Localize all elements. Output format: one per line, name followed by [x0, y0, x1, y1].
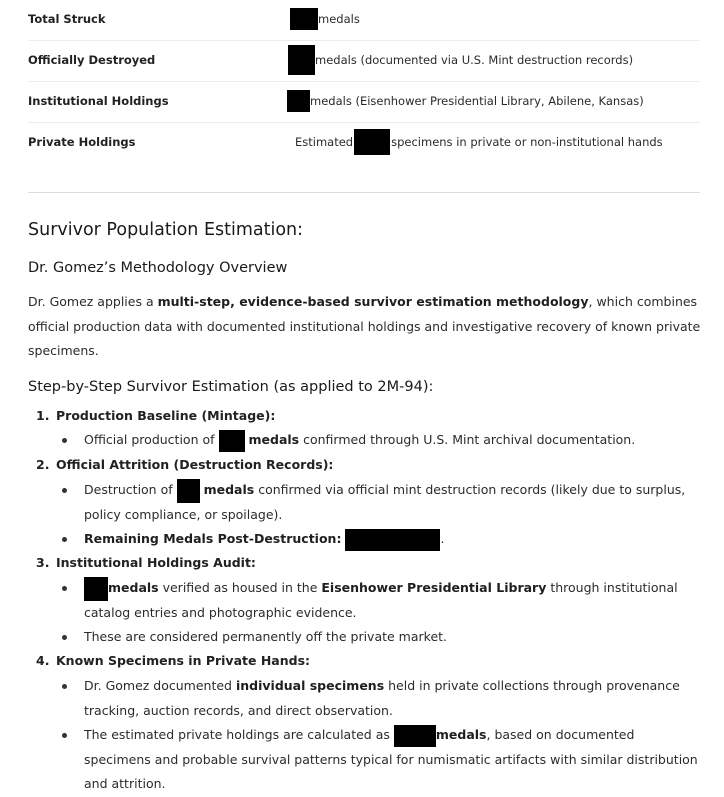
section-divider [28, 192, 700, 193]
bullet-dot [62, 488, 67, 493]
redaction-block [354, 129, 390, 155]
bullet-dot [62, 635, 67, 640]
redaction-block [219, 430, 245, 452]
redaction-block [290, 8, 318, 30]
bullet-dot [62, 684, 67, 689]
step-title: 1. Production Baseline (Mintage): [36, 408, 276, 423]
row-value: medals (Eisenhower Presidential Library, Abilene, Kansas) [287, 90, 644, 112]
table-row [28, 41, 700, 82]
row-label: Officially Destroyed [28, 53, 156, 67]
table-row [28, 0, 700, 41]
bullet-dot [62, 733, 67, 738]
bullet-dot [62, 438, 67, 443]
step-title: 2. Official Attrition (Destruction Records): [36, 457, 334, 472]
redaction-block [287, 90, 310, 112]
list-item: The estimated private holdings are calculated as medals, based on documented specimens and probable survival patterns typical for numismatic artifacts with similar distribution and attrition. [62, 723, 702, 797]
holdings-table [28, 0, 700, 163]
bullet-dot [62, 586, 67, 591]
steps-heading: Step-by-Step Survivor Estimation (as applied to 2M-94): [28, 379, 434, 395]
row-value: Estimated specimens in private or non-institutional hands [295, 129, 663, 155]
redaction-block [394, 725, 436, 747]
list-item: Remaining Medals Post-Destruction: . [62, 527, 702, 552]
row-value: medals (documented via U.S. Mint destruction records) [288, 45, 633, 75]
redaction-block [84, 577, 108, 601]
row-label: Total Struck [28, 12, 106, 26]
intro-paragraph: Dr. Gomez applies a multi-step, evidence-based survivor estimation methodology, which combines official production data with documented institutional holdings and investigative recovery of known private specimens. [28, 294, 701, 358]
list-item: Official production of medals confirmed through U.S. Mint archival documentation. [62, 428, 702, 453]
redaction-block [177, 479, 200, 503]
step-title: 3. Institutional Holdings Audit: [36, 555, 256, 570]
list-item: Dr. Gomez documented individual specimens held in private collections through provenance tracking, auction records, and direct observation. [62, 674, 702, 723]
list-item: These are considered permanently off the private market. [62, 625, 702, 650]
row-label: Private Holdings [28, 135, 136, 149]
subsection-title: Dr. Gomez’s Methodology Overview [28, 260, 288, 276]
list-item: Destruction of medals confirmed via official mint destruction records (likely due to surplus, policy compliance, or spoilage). [62, 478, 702, 527]
redaction-block [288, 45, 315, 75]
bullet-dot [62, 537, 67, 542]
section-title: Survivor Population Estimation: [28, 220, 304, 240]
step-title: 4. Known Specimens in Private Hands: [36, 653, 311, 668]
row-value: medals [290, 8, 360, 30]
table-row [28, 123, 700, 163]
row-label: Institutional Holdings [28, 94, 169, 108]
table-row [28, 82, 700, 123]
redaction-block [345, 529, 440, 551]
list-item: medals verified as housed in the Eisenhower Presidential Library through institutional catalog entries and photographic evidence. [62, 576, 702, 625]
